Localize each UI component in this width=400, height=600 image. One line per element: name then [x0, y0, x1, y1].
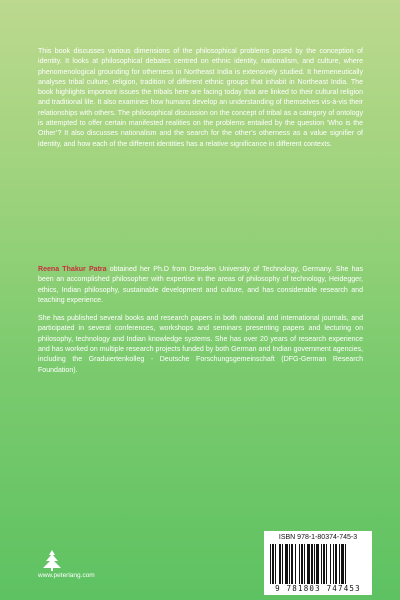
author-biography [38, 265, 363, 384]
barcode-digits: 9 781803 747453 [275, 584, 361, 593]
peter-lang-logo-icon [36, 548, 76, 572]
barcode-bars [270, 544, 366, 584]
isbn-barcode-panel [264, 531, 372, 595]
bio-paragraph-1-text: obtained her Ph.D from Dresden University of Technology, Germany. She has been an accomplished philosopher with expertise in the areas of philosophy of technology, Heidegger, ethics, Indian philosophy, sustainable development and culture, and has considerable research and teaching experience. [38, 266, 363, 304]
isbn-label: ISBN 978-1-80374-745-3 [278, 534, 358, 541]
book-description: This book discusses various dimensions of the philosophical problems posed by the conception of identity. It looks at philosophical debates centred on ethnic identity, nationalism, and culture, where phenomenological grounding for otherness in Northeast India is extensively studied. It hermeneutically analyses tribal culture, religion, tradition of different ethnic groups that inhabit in Northeast India. The book highlights important issues the tribals here are facing today that are linked to their cultural religion and traditional life. It also examines how humans develop an understanding of themselves vis-à-vis their relationships with others. The philosophical discussion on the concept of tribal as a category of ontology is attempted to offer certain manifested realities on the problems entailed by the question ‘Who is the Other’? It also discusses nationalism and the search for the other’s otherness as a value signifier of identity, and how each of the different identities has a relative significance in different contexts. [38, 48, 363, 148]
bio-paragraph-2: She has published several books and research papers in both national and international journals, and participated in several conferences, workshops and seminars presenting papers and lecturing on philosophy, technology and Indian knowledge systems. She has over 20 years of research experience and has worked on multiple research projects funded by both German and Indian government agencies, including the Graduiertenkolleg - Deutsche Forschungsgemeinschaft (DFG-German Research Foundation). [38, 315, 363, 374]
author-name: Reena Thakur Patra [38, 266, 107, 273]
publisher-url: www.peterlang.com [38, 572, 95, 579]
bio-paragraph-1 [38, 265, 363, 306]
